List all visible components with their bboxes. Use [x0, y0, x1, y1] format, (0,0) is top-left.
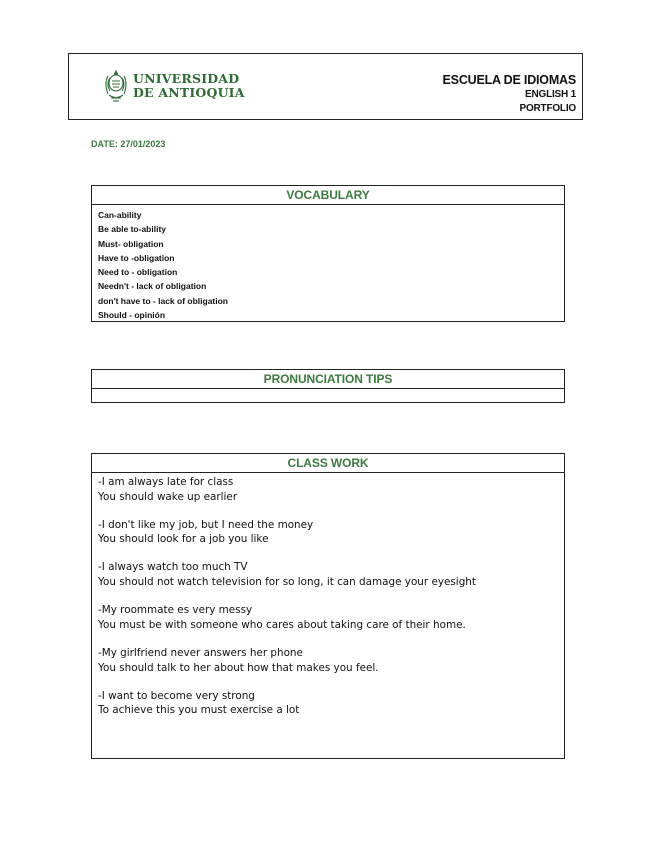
- pronunciation-title: PRONUNCIATION TIPS: [92, 370, 564, 389]
- class-work-item: [98, 646, 564, 675]
- university-wordmark: [133, 72, 245, 100]
- vocabulary-title: VOCABULARY: [92, 186, 564, 205]
- school-info: [443, 72, 576, 116]
- class-work-advice: You should talk to her about how that makes you feel.: [98, 661, 379, 674]
- course-name: ENGLISH 1: [525, 89, 576, 100]
- class-work-problem: -I am always late for class: [98, 476, 234, 488]
- vocabulary-item: Can-ability: [98, 210, 142, 220]
- vocabulary-item: Needn't - lack of obligation: [98, 281, 207, 292]
- class-work-problem: -My roommate es very messy: [98, 604, 253, 617]
- vocabulary-item: Need to - obligation: [98, 267, 178, 278]
- document-date: DATE: 27/01/2023: [91, 139, 166, 149]
- vocabulary-list: [92, 205, 564, 322]
- class-work-problem: -I don't like my job, but I need the money: [98, 518, 314, 531]
- vocabulary-item: Have to -obligation: [98, 252, 175, 263]
- vocabulary-item: Must- obligation: [98, 238, 164, 249]
- class-work-item: [98, 689, 564, 718]
- vocabulary-item: Should - opinión: [98, 310, 166, 321]
- class-work-item: [98, 603, 564, 632]
- vocabulary-item: Be able to-ability: [98, 224, 167, 235]
- university-seal-icon: [103, 70, 129, 104]
- vocabulary-section: [91, 185, 565, 322]
- logo-line-1: UNIVERSIDAD: [133, 71, 240, 86]
- document-header: [68, 53, 583, 120]
- class-work-advice: To achieve this you must exercise a lot: [98, 704, 300, 717]
- class-work-item: [98, 518, 564, 547]
- document-type: PORTFOLIO: [519, 103, 576, 114]
- university-logo: [103, 68, 245, 108]
- vocabulary-item: don't have to - lack of obligation: [98, 295, 228, 306]
- class-work-problem: -I want to become very strong: [98, 689, 255, 702]
- logo-line-2: DE ANTIOQUIA: [133, 85, 245, 100]
- class-work-advice: You must be with someone who cares about taking care of their home.: [98, 618, 466, 631]
- class-work-section: [91, 453, 565, 759]
- class-work-list: [92, 473, 564, 718]
- class-work-advice: You should not watch television for so long, it can damage your eyesight: [98, 576, 476, 589]
- class-work-problem: -I always watch too much TV: [98, 561, 248, 574]
- class-work-item: [98, 560, 564, 589]
- class-work-item: [98, 475, 564, 504]
- class-work-advice: You should wake up earlier: [98, 490, 238, 503]
- school-name: ESCUELA DE IDIOMAS: [442, 73, 576, 87]
- pronunciation-body: [92, 389, 564, 403]
- pronunciation-section: [91, 369, 565, 403]
- class-work-title: CLASS WORK: [92, 454, 564, 473]
- class-work-advice: You should look for a job you like: [98, 533, 269, 546]
- class-work-problem: -My girlfriend never answers her phone: [98, 646, 303, 659]
